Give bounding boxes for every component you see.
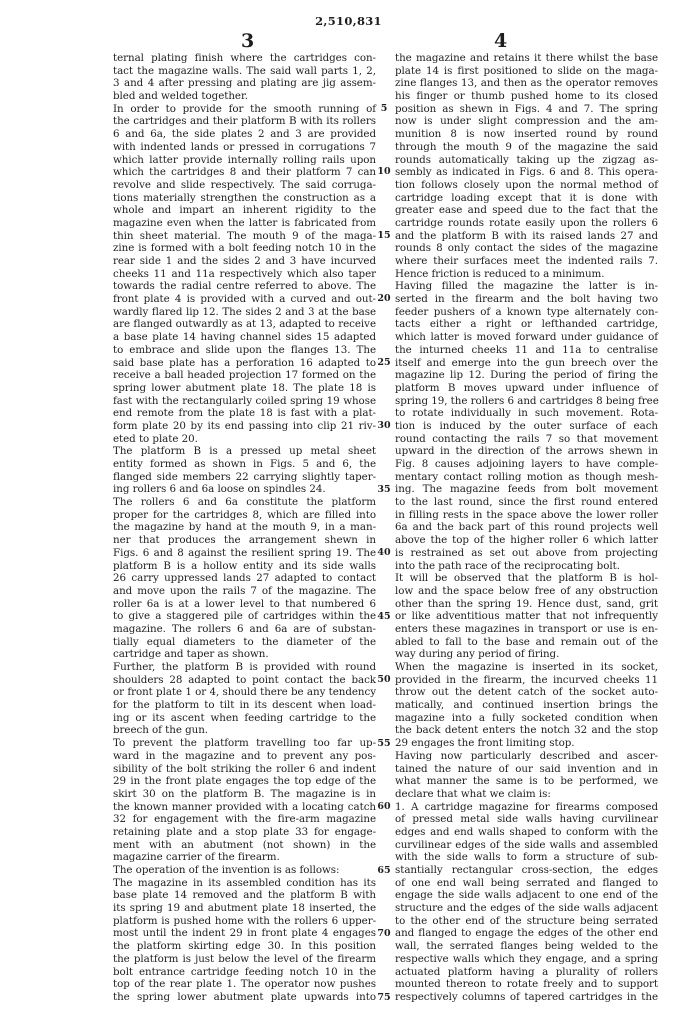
text-line: into the path race of the reciprocating bolt. [395,559,620,572]
text-line: structure and the edges of the side walls adjacent [395,902,658,915]
text-line: the magazine by hand at the mouth 9, in a man- [113,521,376,534]
text-line: which the cartridges 8 and their platform 7 can [113,166,376,179]
text-line: feeder pushers of a known type alternately con- [395,305,658,318]
text-line: top of the rear plate 1. The operator now pushes [113,978,376,991]
text-line: mounted thereon to rotate freely and to support [395,978,658,991]
text-line: platform is pushed home with the rollers 6 upper- [113,914,376,927]
text-line: proper for the cartridges 8, which are filled into [113,508,376,521]
text-line: zine flanges 13, and then as the operator removes [395,77,658,90]
text-line: The rollers 6 and 6a constitute the platform [113,496,376,509]
text-line: of pressed metal side walls having curvilinear [395,813,658,826]
text-line: with the side walls to form a structure of sub- [395,851,658,864]
text-line: magazine carrier of the firearm. [113,851,280,864]
text-line: towards the radial centre referred to above. The [113,280,376,293]
text-line: or front plate 1 or 4, should there be any tendency [113,686,376,699]
text-line: the spring lower abutment plate upwards into [113,990,376,1003]
text-line: to embrace and slide upon the flanges 13. The [113,343,376,356]
text-line: the platform is just below the level of the firearm [113,952,376,965]
text-line: the platform skirting edge 30. In this position [113,940,376,953]
text-line: curvilinear edges of the side walls and assembled [395,838,658,851]
text-line: skirt 30 on the platform B. The magazine is in [113,787,376,800]
patent-number: 2,510,831 [315,14,382,28]
text-line: cheeks 11 and 11a respectively which also taper [113,267,376,280]
text-line: serted in the firearm and the bolt having two [395,293,658,306]
text-line: bled and welded together. [113,90,248,103]
text-line: revolve and slide respectively. The said corruga- [113,178,376,191]
text-line: round contacting the rails 7 so that movement [395,432,658,445]
margin-line-number: 65 [377,864,391,876]
text-line: tacts either a right or lefthanded cartridge, [395,318,658,331]
margin-line-number: 35 [377,483,391,495]
text-line: to the other end of the structure being serrated [395,914,658,927]
margin-line-number: 20 [377,293,391,305]
right-text-column [395,52,658,1004]
text-line: retaining plate and a stop plate 33 for engage- [113,825,376,838]
text-line: shoulders 28 adapted to point contact the back [113,673,376,686]
text-line: Fig. 8 causes adjoining layers to have comple- [395,458,658,470]
text-line: In order to provide for the smooth running of [113,102,376,115]
text-line: whole and impart an inherent rigidity to the [113,204,376,217]
text-line: Having now particularly described and ascer- [395,749,658,762]
text-line: ment with an abutment (not shown) in the [113,838,376,851]
text-line: declare that what we claim is: [395,787,551,800]
text-line: ward in the magazine and to prevent any pos- [113,749,376,762]
text-line: flanged side members 22 carrying slightly taper- [113,470,376,483]
margin-line-number: 5 [380,102,388,114]
margin-line-number: 40 [377,547,391,559]
text-line: sembly as indicated in Figs. 6 and 8. This opera- [395,166,658,179]
margin-line-number: 75 [377,991,391,1003]
text-line: which latter is moved forward under guidance of [395,331,658,344]
text-line: The magazine in its assembled condition has its [113,876,376,889]
column-number-right: 4 [494,30,508,52]
text-line: matically, and continued insertion brings the [395,699,658,712]
text-line: ing or its ascent when feeding cartridge to the [113,711,376,724]
margin-line-number: 15 [377,229,391,241]
text-line: stantially rectangular cross-section, the edges [395,864,658,876]
text-line: ing rollers 6 and 6a loose on spindles 24. [113,483,326,496]
text-line: for the platform to tilt in its descent when load- [113,699,376,712]
text-line: wardly flared lip 12. The sides 2 and 3 at the base [113,305,376,318]
text-line: which latter provide internally rolling rails upon [113,153,376,166]
text-line: tact the magazine walls. The said wall parts 1, 2, [113,64,376,77]
text-line: 1. A cartridge magazine for firearms composed [395,800,658,813]
text-line: the back detent enters the notch 32 and the stop [395,724,658,737]
text-line: provided in the firearm, the incurved cheeks 11 [395,673,658,686]
text-line: plate 14 is first positioned to slide on the maga- [395,64,658,77]
text-line: The platform B is a pressed up metal sheet [113,445,376,458]
text-line: a base plate 14 having channel sides 15 adapted [113,331,376,344]
text-line: cartridge rounds rotate easily upon the rollers 6 [395,216,658,229]
margin-line-number: 55 [377,737,391,749]
text-line: are flanged outwardly as at 13, adapted to receive [113,318,376,331]
text-line: To prevent the platform travelling too far up- [113,737,376,750]
text-line: the cartridges and their platform B with its rollers [113,115,376,128]
text-line: upward in the direction of the arrows shewn in [395,445,658,458]
text-line: magazine lip 12. During the period of firing the [395,369,658,382]
text-line: eted to plate 20. [113,432,198,445]
text-line: respectively columns of tapered cartridges in the [395,990,658,1003]
text-line: When the magazine is inserted in its socket, [395,661,658,673]
text-line: magazine even when the latter is fabricated from [113,216,376,229]
text-line: 29 engages the front limiting stop. [395,737,575,750]
text-line: 6a and the back part of this round projects well [395,521,658,534]
text-line: greater ease and speed due to the fact that the [395,204,658,217]
text-line: munition 8 is now inserted round by round [395,128,658,141]
text-line: magazine. The rollers 6 and 6a are of substan- [113,622,376,635]
text-line: form plate 20 by its end passing into clip 21 riv- [113,419,376,432]
text-line: spring lower abutment plate 18. The plate 18 is [113,381,376,394]
text-line: 29 in the front plate engages the top edge of the [113,775,376,788]
text-line: throw out the detent catch of the socket auto- [395,686,658,699]
text-line: and move upon the rails 7 of the magazine. The [113,584,376,597]
text-line: cartridge and taper as shown. [113,648,269,661]
text-line: through the mouth 9 of the magazine the said [395,140,658,153]
text-line: end remote from the plate 18 is fast with a plat- [113,407,376,420]
text-line: edges and end walls shaped to conform with the [395,825,658,838]
text-line: and flanged to engage the edges of the other end [395,927,658,940]
text-line: tions materially strengthen the construction as a [113,191,376,204]
text-line: rear side 1 and the sides 2 and 3 have incurved [113,255,376,267]
text-line: spring 19, the rollers 6 and cartridges 8 being free [395,394,659,407]
text-line: ner that produces the arrangement shewn in [113,534,376,547]
text-line: above the top of the higher roller 6 which latter [395,534,658,547]
text-line: cartridge loading except that it is done with [395,191,658,204]
text-line: is restrained as set out above from projecting [395,546,658,559]
text-line: 6 and 6a, the side plates 2 and 3 are provided [113,128,376,141]
text-line: The operation of the invention is as follows: [113,864,340,876]
text-line: the magazine and retains it there whilst the base [395,52,658,64]
text-line: wall, the serrated flanges being welded to the [395,940,658,953]
text-line: Hence friction is reduced to a minimum. [395,267,605,280]
text-line: now is under slight compression and the am- [395,115,658,128]
text-line: to give a staggered pile of cartridges within the [113,610,376,623]
text-line: bolt entrance cartridge feeding notch 10 in the [113,965,376,978]
text-line: actuated platform having a plurality of rollers [395,965,658,978]
margin-line-number: 10 [377,166,391,178]
text-line: entity formed as shown in Figs. 5 and 6, the [113,458,376,470]
text-line: abled to fall to the base and remain out of the [395,635,658,648]
text-line: of one end wall being serrated and flanged to [395,876,658,889]
text-line: platform B is a hollow entity and its side walls [113,559,376,572]
text-line: 32 for engagement with the fire-arm magazine [113,813,376,826]
text-line: magazine into a fully socketed condition when [395,711,658,724]
text-line: tained the nature of our said invention and in [395,762,658,775]
column-number-left: 3 [241,30,255,52]
text-line: with indented lands or pressed in corrugations 7 [113,140,376,153]
text-line: platform B moves upward under influence of [395,381,658,394]
margin-line-number: 45 [377,610,391,622]
text-line: ternal plating finish where the cartridges con- [113,52,376,64]
text-line: to rotate individually in such movement. Rota- [395,407,658,420]
text-line: tion follows closely upon the normal method of [395,178,658,191]
text-line: Figs. 6 and 8 against the resilient spring 19. The [113,546,376,559]
text-line: the known manner provided with a locating catch [113,800,376,813]
text-line: where their surfaces meet the indented rails 7. [395,255,658,267]
text-line: receive a ball headed projection 17 formed on the [113,369,376,382]
text-line: its spring 19 and abutment plate 18 inserted, the [113,902,376,915]
text-line: roller 6a is at a lower level to that numbered 6 [113,597,376,610]
left-text-column [113,52,376,1004]
margin-line-number: 70 [377,928,391,940]
text-line: or like adventitious matter that not infrequently [395,610,658,623]
text-line: tially equal diameters to the diameter of the [113,635,376,648]
text-line: fast with the rectangularly coiled spring 19 whose [113,394,376,407]
text-line: 26 carry uppressed lands 27 adapted to contact [113,572,376,585]
text-line: and the platform B with its raised lands 27 and [395,229,658,242]
margin-line-number: 50 [377,674,391,686]
text-line: thin sheet material. The mouth 9 of the maga- [113,229,376,242]
text-line: his finger or thumb pushed home to its closed [395,90,658,103]
text-line: low and the space below free of any obstruction [395,584,658,597]
text-line: mentary contact rolling motion as though mesh- [395,470,658,483]
text-line: zine is formed with a bolt feeding notch 10 in the [113,242,376,255]
text-line: rounds 8 only contact the sides of the magazine [395,242,658,255]
text-line: most until the indent 29 in front plate 4 engages [113,927,376,940]
text-line: enters these magazines in transport or use is en- [395,622,658,635]
text-line: other than the spring 19. Hence dust, sand, grit [395,597,658,610]
text-line: engage the side walls adjacent to one end of the [395,889,658,902]
text-line: to the last round, since the first round entered [395,496,658,509]
text-line: position as shewn in Figs. 4 and 7. The spring [395,102,658,115]
text-line: base plate 14 removed and the platform B with [113,889,376,902]
margin-line-number: 25 [377,356,391,368]
text-line: in filling rests in the space above the lower roller [395,508,658,521]
text-line: sibility of the bolt striking the roller 6 and indent [113,762,376,775]
text-line: rounds automatically taking up the zigzag as- [395,153,658,166]
text-line: 3 and 4 after pressing and plating are jig assem- [113,77,376,90]
text-line: Having filled the magazine the latter is in- [395,280,658,293]
text-line: the inturned cheeks 11 and 11a to centralise [395,343,658,356]
text-line: ing. The magazine feeds from bolt movement [395,483,658,496]
text-line: way during any period of firing. [395,648,560,661]
text-line: Further, the platform B is provided with round [113,661,376,673]
margin-line-number: 60 [377,801,391,813]
margin-line-number: 30 [377,420,391,432]
text-line: tion is induced by the outer surface of each [395,419,658,432]
text-line: front plate 4 is provided with a curved and out- [113,293,376,306]
text-line: breech of the gun. [113,724,209,737]
text-line: It will be observed that the platform B is hol- [395,572,658,585]
text-line: said base plate has a perforation 16 adapted to [113,356,376,369]
text-line: itself and emerge into the gun breech over the [395,356,658,369]
text-line: respective walls which they engage, and a spring [395,952,658,965]
text-line: what manner the same is to be performed, we [395,775,658,788]
